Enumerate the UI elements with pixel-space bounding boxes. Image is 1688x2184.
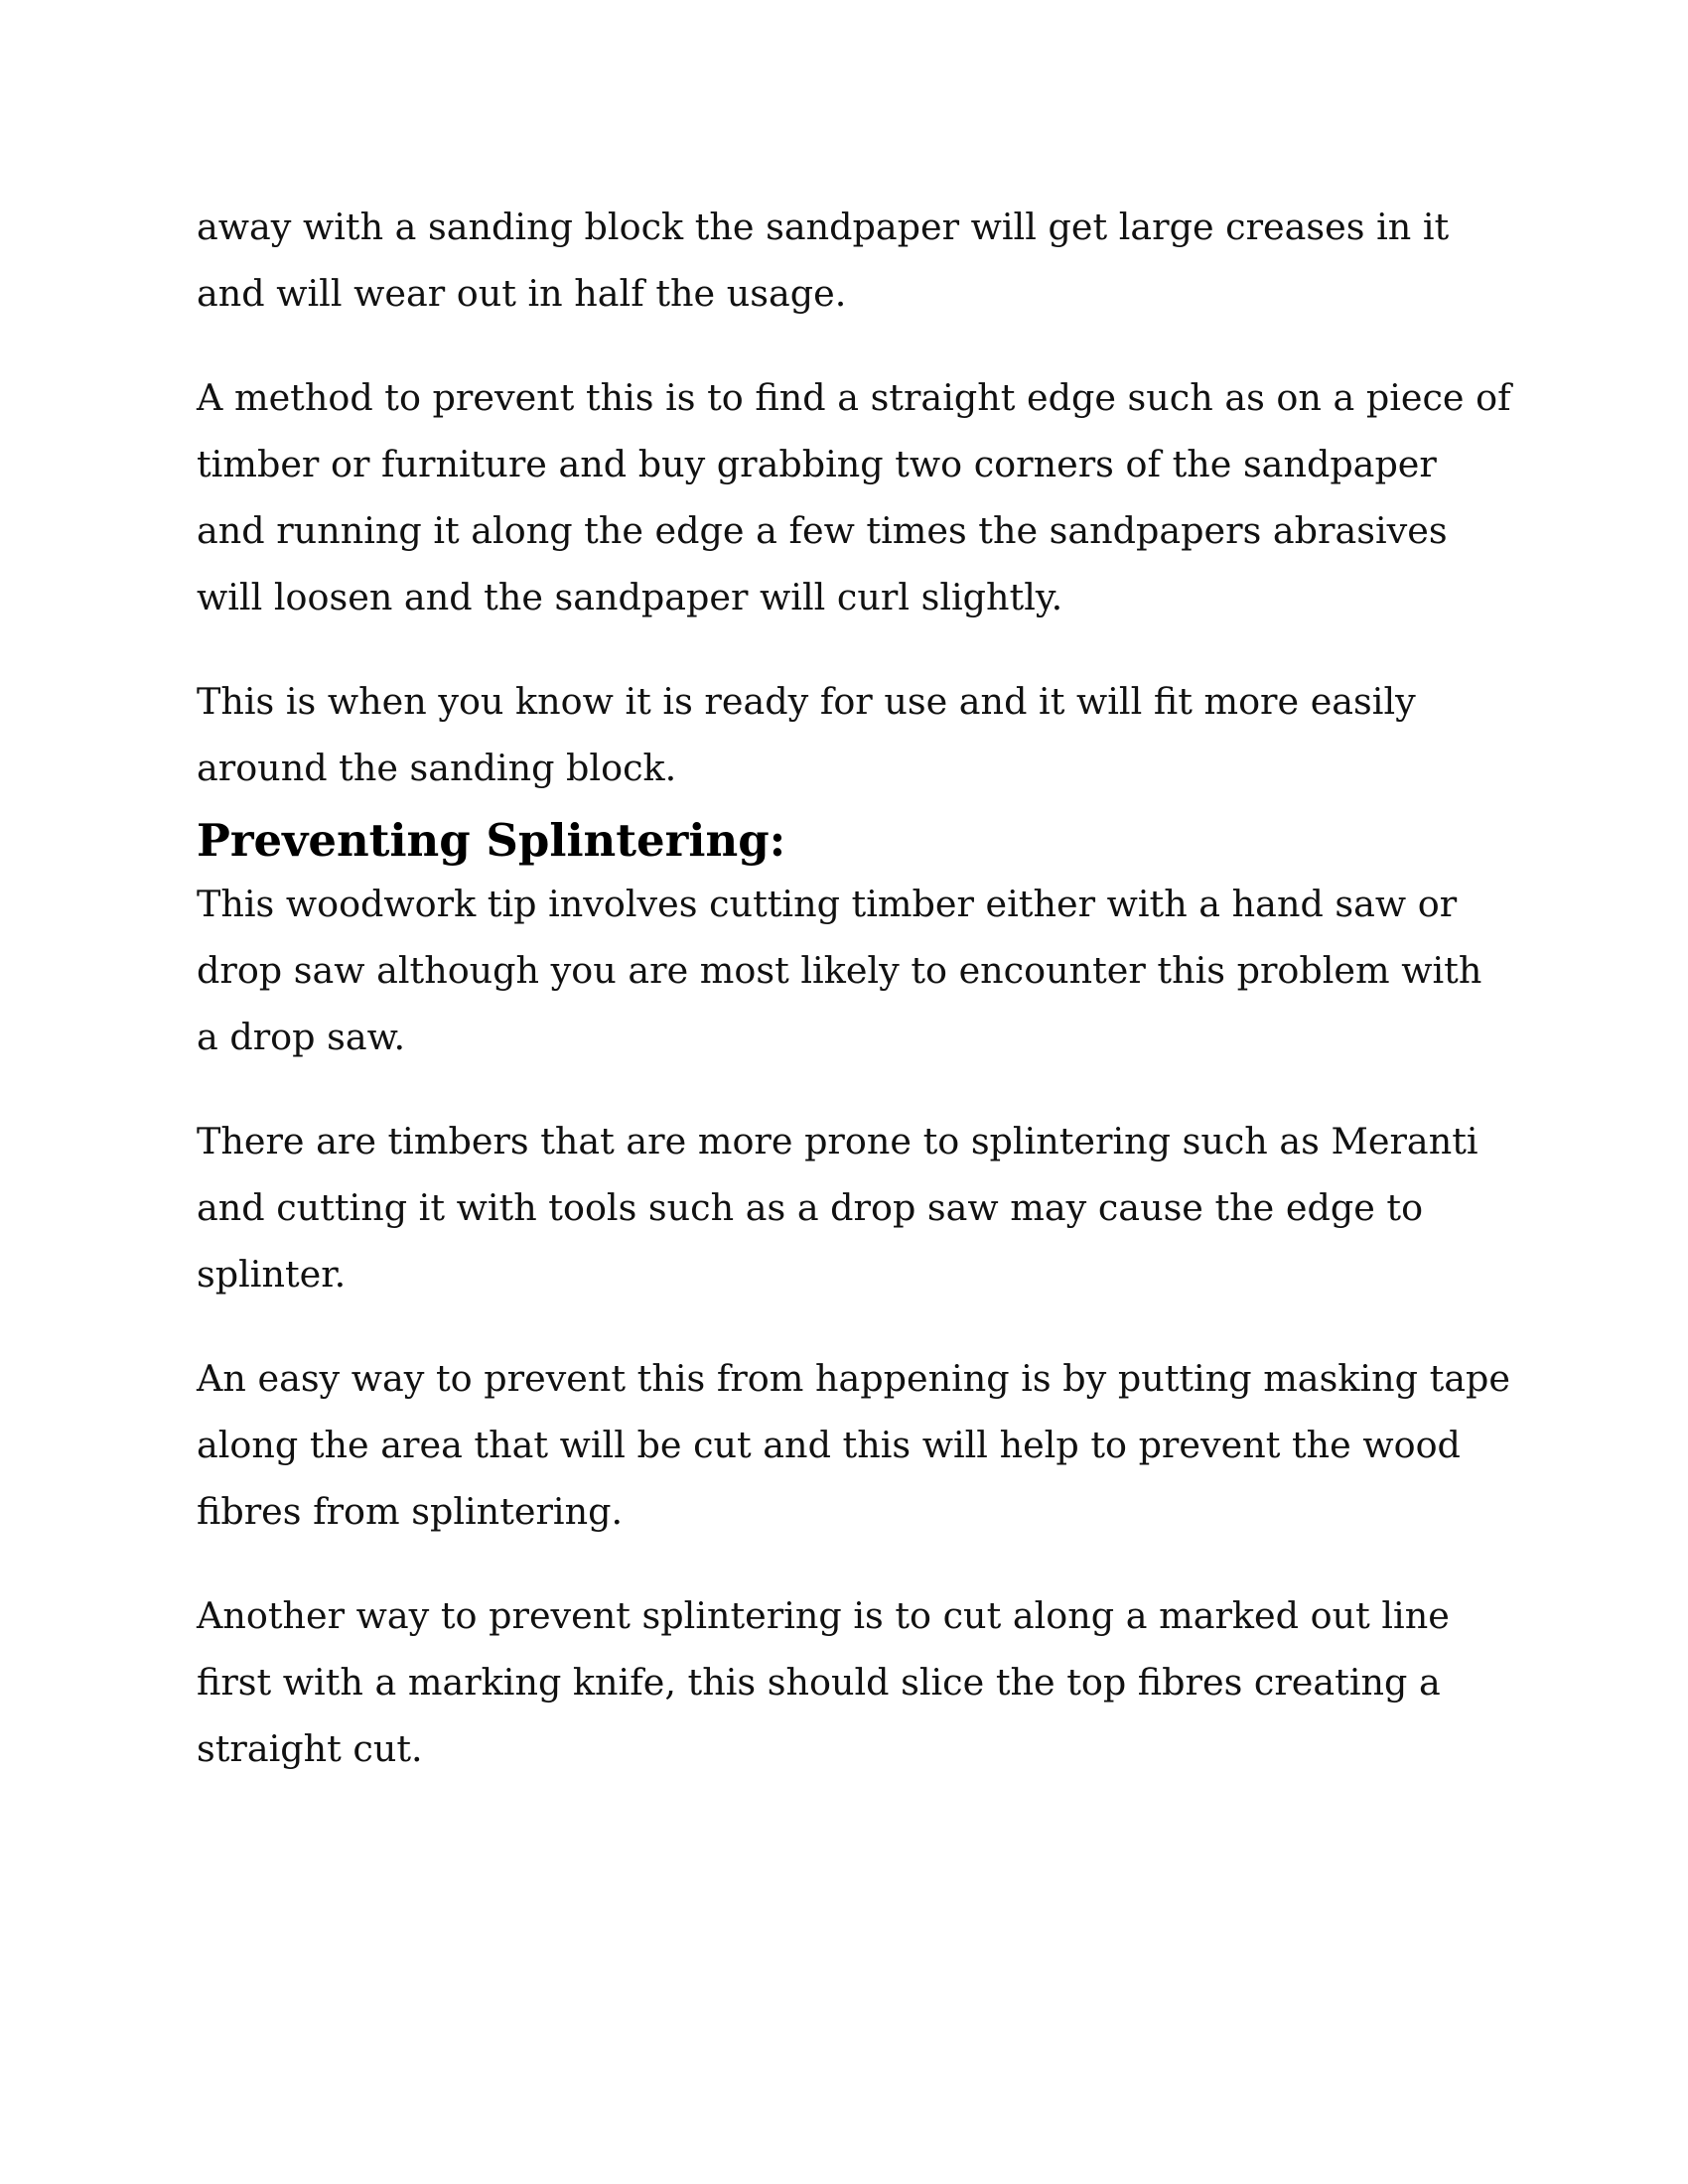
text-line: Another way to prevent splintering is to cut along a marked out line: [197, 1594, 1450, 1637]
text-line: and will wear out in half the usage.: [197, 272, 847, 315]
paragraph-masking-tape: [197, 1345, 1527, 1545]
text-line: drop saw although you are most likely to encounter this problem with: [197, 949, 1482, 992]
text-line: There are timbers that are more prone to splintering such as Meranti: [197, 1120, 1478, 1162]
text-line: timber or furniture and buy grabbing two corners of the sandpaper: [197, 443, 1437, 485]
text-line: and cutting it with tools such as a drop saw may cause the edge to: [197, 1186, 1424, 1229]
paragraph-straight-edge-method: [197, 364, 1527, 630]
section-heading: Preventing Splintering:: [197, 814, 786, 867]
paragraph-marking-knife: [197, 1582, 1527, 1782]
paragraph-prone-timbers: [197, 1108, 1527, 1307]
text-line: around the sanding block.: [197, 747, 677, 789]
text-line: A method to prevent this is to find a straight edge such as on a piece of: [197, 376, 1511, 419]
text-line: away with a sanding block the sandpaper will get large creases in it: [197, 205, 1450, 248]
text-line: along the area that will be cut and this will help to prevent the wood: [197, 1424, 1461, 1466]
text-line: first with a marking knife, this should slice the top fibres creating a: [197, 1661, 1441, 1704]
paragraph-ready-for-use: [197, 668, 1527, 801]
text-line: a drop saw.: [197, 1016, 406, 1058]
text-line: fibres from splintering.: [197, 1490, 624, 1533]
text-line: splinter.: [197, 1253, 347, 1296]
paragraph-sanding-block-creases: [197, 194, 1527, 327]
paragraph-woodwork-tip: [197, 871, 1527, 1070]
text-line: This is when you know it is ready for use and it will fit more easily: [197, 680, 1416, 723]
text-line: and running it along the edge a few times the sandpapers abrasives: [197, 509, 1448, 552]
document-body: [197, 194, 1527, 1820]
text-line: will loosen and the sandpaper will curl slightly.: [197, 576, 1063, 618]
text-line: straight cut.: [197, 1727, 423, 1770]
text-line: An easy way to prevent this from happening is by putting masking tape: [197, 1357, 1510, 1400]
text-line: This woodwork tip involves cutting timber either with a hand saw or: [197, 883, 1458, 925]
